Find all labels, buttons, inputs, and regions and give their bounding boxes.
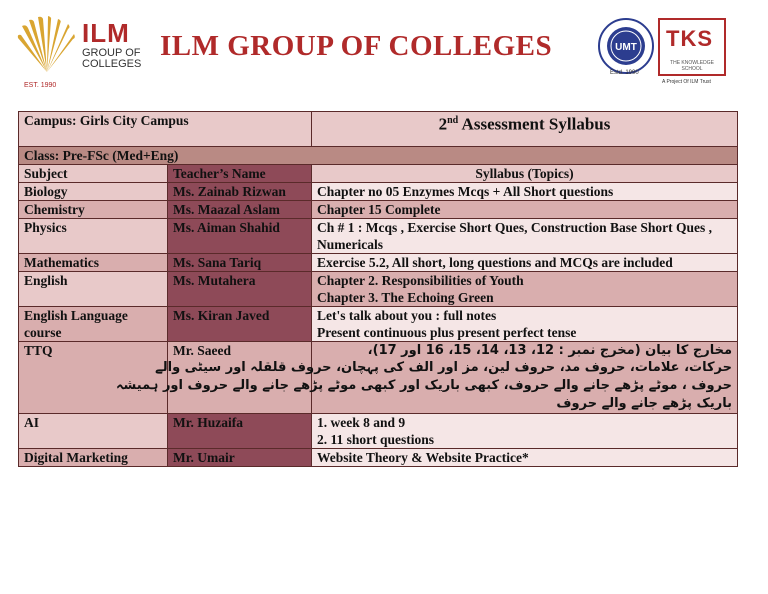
syllabus-urdu-text: حرکات، علامات، حروف مد، حروف لین، مز اور الف کی پہچان، حروف قلقلہ اور سیٹی والے حروف ، موٹے پڑھے جانے والے حروف، کبھی باریک اور کبھی موٹے پڑھے جانے والے حروف اور ہمیشہ باریک پڑھے جانے والے حروف — [115, 360, 732, 411]
table-row — [19, 219, 738, 254]
assessment-number: 2 — [438, 114, 448, 134]
ilm-est-label: EST. 1990 — [24, 82, 57, 89]
ilm-logo-sub-line2: COLLEGES — [82, 58, 142, 70]
syllabus-line: Chapter 3. The Echoing Green — [317, 290, 494, 305]
syllabus-line: 2. 11 short questions — [317, 432, 435, 447]
teacher-cell: Ms. Kiran Javed — [168, 307, 312, 342]
syllabus-cell — [312, 272, 738, 307]
syllabus-line: Chapter 2. Responsibilities of Youth — [317, 273, 524, 288]
table-row — [19, 307, 738, 342]
class-cell: Class: Pre-FSc (Med+Eng) — [19, 147, 738, 165]
table-row — [19, 183, 738, 201]
teacher-cell: Ms. Sana Tariq — [168, 254, 312, 272]
campus-cell: Campus: Girls City Campus — [19, 112, 312, 147]
teacher-cell: Mr. Umair — [168, 449, 312, 467]
teacher-cell: Mr. Saeed — [168, 342, 312, 414]
column-header-row — [19, 165, 738, 183]
tks-logo-caption: THE KNOWLEDGE SCHOOL — [670, 60, 714, 72]
syllabus-cell — [312, 307, 738, 342]
syllabus-line: 1. week 8 and 9 — [317, 415, 406, 430]
syllabus-cell: Chapter 15 Complete — [312, 201, 738, 219]
table-row — [19, 254, 738, 272]
subject-cell: English Language course — [19, 307, 168, 342]
syllabus-cell: Website Theory & Website Practice* — [312, 449, 738, 467]
ilm-logo-sub — [82, 48, 141, 70]
syllabus-cell — [312, 414, 738, 449]
umt-seal-icon — [598, 18, 654, 74]
assessment-title-cell — [312, 112, 738, 147]
subject-cell: Biology — [19, 183, 168, 201]
syllabus-line: Let's talk about you : full notes — [317, 308, 497, 323]
tks-logo-word: TKS — [666, 26, 713, 51]
table-row — [19, 342, 738, 414]
tks-logo — [658, 18, 726, 76]
subject-cell: Chemistry — [19, 201, 168, 219]
subject-header: Subject — [19, 165, 168, 183]
ilm-logo-sub-line1: GROUP OF — [82, 47, 141, 59]
ilm-logo — [16, 16, 146, 89]
table-row — [19, 272, 738, 307]
subject-cell: TTQ — [19, 342, 168, 414]
assessment-ordinal: nd — [447, 115, 459, 126]
syllabus-line: Present continuous plus present perfect tense — [317, 325, 577, 340]
teacher-cell: Ms. Maazal Aslam — [168, 201, 312, 219]
table-row — [19, 449, 738, 467]
ilm-logo-word: ILM — [82, 18, 130, 48]
table-row — [19, 201, 738, 219]
table-header-row — [19, 112, 738, 147]
ilm-fan-icon — [16, 16, 78, 74]
syllabus-header: Syllabus (Topics) — [312, 165, 738, 183]
subject-cell: English — [19, 272, 168, 307]
teacher-cell: Ms. Zainab Rizwan — [168, 183, 312, 201]
syllabus-cell: Ch # 1 : Mcqs , Exercise Short Ques, Construction Base Short Ques , Numericals — [312, 219, 738, 254]
class-row — [19, 147, 738, 165]
subject-cell: Mathematics — [19, 254, 168, 272]
teacher-cell: Ms. Aiman Shahid — [168, 219, 312, 254]
page-header — [0, 0, 768, 100]
teacher-cell: Ms. Mutahera — [168, 272, 312, 307]
umt-est-label: Estd. 1990 — [610, 70, 639, 76]
teacher-header: Teacher’s Name — [168, 165, 312, 183]
page-title: ILM GROUP OF COLLEGES — [160, 30, 553, 62]
svg-text:UMT: UMT — [615, 42, 637, 53]
subject-cell: Physics — [19, 219, 168, 254]
subject-cell: AI — [19, 414, 168, 449]
syllabus-cell: Exercise 5.2, All short, long questions and MCQs are included — [312, 254, 738, 272]
teacher-cell: Mr. Huzaifa — [168, 414, 312, 449]
syllabus-table — [18, 111, 738, 467]
subject-cell: Digital Marketing — [19, 449, 168, 467]
assessment-title: Assessment Syllabus — [458, 114, 611, 134]
table-row — [19, 414, 738, 449]
syllabus-line: مخارج کا بیان (مخرج نمبر : 12، 13، 14، 15، 16 اور 17)، — [367, 343, 732, 358]
syllabus-cell: Chapter no 05 Enzymes Mcqs + All Short questions — [312, 183, 738, 201]
tks-note: A Project Of ILM Trust — [662, 79, 711, 85]
